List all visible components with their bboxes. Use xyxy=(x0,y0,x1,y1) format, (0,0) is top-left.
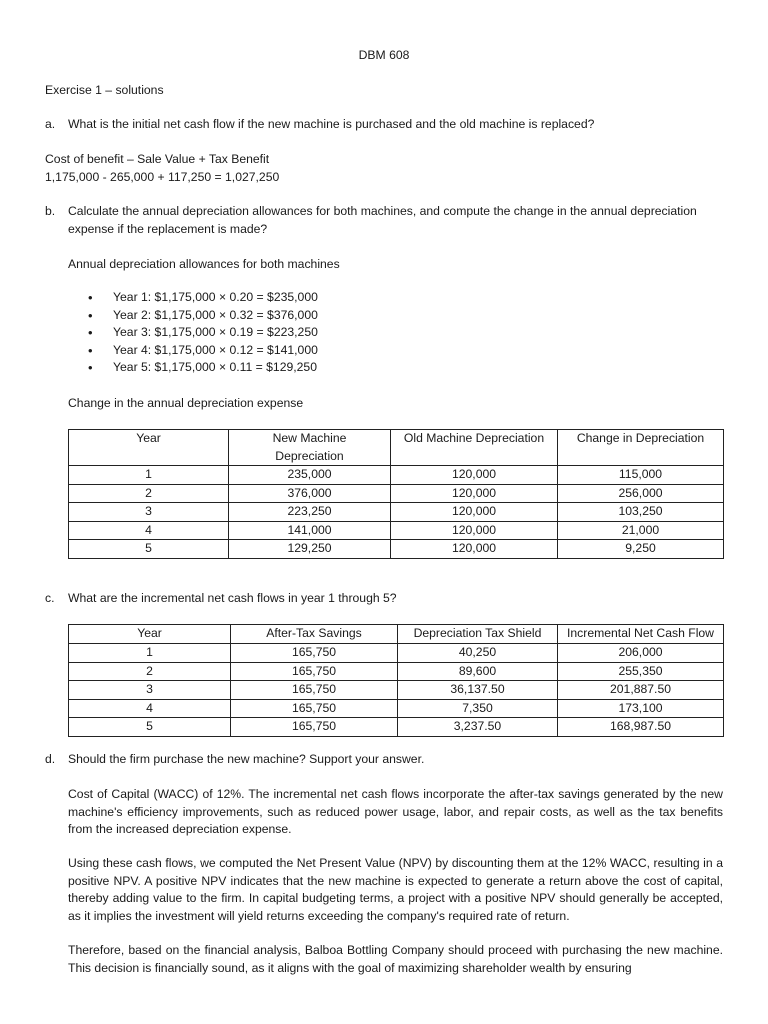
header-year: Year xyxy=(69,430,229,466)
table-row xyxy=(69,681,724,700)
header-incremental-net-cash-flow: Incremental Net Cash Flow xyxy=(558,625,724,644)
table-cell: 1 xyxy=(69,466,229,485)
header-old-machine-depreciation: Old Machine Depreciation xyxy=(391,430,558,466)
table-cell: 206,000 xyxy=(558,644,724,663)
table-row xyxy=(69,540,724,559)
bullet-item: • Year 5: $1,175,000 × 0.11 = $129,250 xyxy=(68,359,318,377)
depreciation-change-table xyxy=(68,429,724,559)
header-change-in-depreciation: Change in Depreciation xyxy=(558,430,724,466)
question-a xyxy=(0,116,768,134)
table-cell: 223,250 xyxy=(229,503,391,522)
table-cell: 21,000 xyxy=(558,521,724,540)
header-after-tax-savings: After-Tax Savings xyxy=(231,625,398,644)
table-cell: 5 xyxy=(69,540,229,559)
table-cell: 2 xyxy=(69,662,231,681)
table-cell: 3,237.50 xyxy=(398,718,558,737)
table-cell: 120,000 xyxy=(391,540,558,559)
table-cell: 141,000 xyxy=(229,521,391,540)
question-d xyxy=(0,751,768,769)
table-cell: 2 xyxy=(69,484,229,503)
table-cell: 165,750 xyxy=(231,662,398,681)
question-b xyxy=(0,203,768,239)
document-header: DBM 608 xyxy=(358,48,410,62)
question-a-text: What is the initial net cash flow if the new machine is purchased and the old machine is replaced? xyxy=(68,117,595,131)
table-row xyxy=(69,699,724,718)
formula-line: Cost of benefit – Sale Value + Tax Benefit xyxy=(45,152,270,166)
table-cell: 235,000 xyxy=(229,466,391,485)
question-c-label: c. xyxy=(45,591,55,605)
table-cell: 4 xyxy=(69,521,229,540)
table-row xyxy=(69,521,724,540)
table-cell: 201,887.50 xyxy=(558,681,724,700)
table-cell: 4 xyxy=(69,699,231,718)
incremental-cash-flow-table xyxy=(68,624,724,737)
question-c-text: What are the incremental net cash flows in year 1 through 5? xyxy=(68,591,397,605)
table-row xyxy=(69,718,724,737)
table-cell: 120,000 xyxy=(391,466,558,485)
table-cell: 3 xyxy=(69,681,231,700)
header-year: Year xyxy=(69,625,231,644)
table-cell: 165,750 xyxy=(231,681,398,700)
answer-paragraph-conclusion: Therefore, based on the financial analysis, Balboa Bottling Company should proceed with purchasing the new machine. This decision is financially sound, as it aligns with the goal of maximizing shareholder wealth by ensuring xyxy=(68,943,723,975)
table-cell: 120,000 xyxy=(391,521,558,540)
depreciation-bullet-list xyxy=(68,289,318,377)
question-c xyxy=(0,590,768,608)
exercise-title: Exercise 1 – solutions xyxy=(45,83,164,97)
table-cell: 256,000 xyxy=(558,484,724,503)
table-cell: 173,100 xyxy=(558,699,724,718)
table-row xyxy=(69,466,724,485)
answer-paragraph-npv: Using these cash flows, we computed the Net Present Value (NPV) by discounting them at the 12% WACC, resulting in a positive NPV. A positive NPV indicates that the new machine is expected to generate a return above the cost of capital, thereby adding value to the firm. In capital budgeting terms, a project with a positive NPV should generally be accepted, as it implies the investment will yield returns exceeding the company's required rate of return. xyxy=(68,856,723,923)
table-cell: 3 xyxy=(69,503,229,522)
table-row xyxy=(69,484,724,503)
table-cell: 120,000 xyxy=(391,484,558,503)
question-b-label: b. xyxy=(45,204,56,218)
bullet-item: • Year 4: $1,175,000 × 0.12 = $141,000 xyxy=(68,342,318,360)
computation-line: 1,175,000 - 265,000 + 117,250 = 1,027,250 xyxy=(45,170,280,184)
table-cell: 9,250 xyxy=(558,540,724,559)
table-cell: 36,137.50 xyxy=(398,681,558,700)
question-d-text: Should the firm purchase the new machine? Support your answer. xyxy=(68,752,425,766)
table-row xyxy=(69,503,724,522)
table-cell: 165,750 xyxy=(231,644,398,663)
table-cell: 40,250 xyxy=(398,644,558,663)
table-cell: 5 xyxy=(69,718,231,737)
bullet-item: • Year 1: $1,175,000 × 0.20 = $235,000 xyxy=(68,289,318,307)
table-cell: 165,750 xyxy=(231,718,398,737)
table-header-row xyxy=(69,625,724,644)
answer-paragraph-wacc: Cost of Capital (WACC) of 12%. The incremental net cash flows incorporate the after-tax savings generated by the new machine's efficiency improvements, such as reduced power usage, labor, and repair costs, as well as the tax benefits from the increased depreciation expense. xyxy=(68,787,723,836)
table-cell: 120,000 xyxy=(391,503,558,522)
table-row xyxy=(69,662,724,681)
header-new-machine-depreciation: New Machine Depreciation xyxy=(229,430,391,466)
header-depreciation-tax-shield: Depreciation Tax Shield xyxy=(398,625,558,644)
table-cell: 168,987.50 xyxy=(558,718,724,737)
table-cell: 376,000 xyxy=(229,484,391,503)
table-row xyxy=(69,644,724,663)
question-d-label: d. xyxy=(45,752,56,766)
table-cell: 129,250 xyxy=(229,540,391,559)
bullet-item: • Year 2: $1,175,000 × 0.32 = $376,000 xyxy=(68,307,318,325)
allowances-subheading: Annual depreciation allowances for both machines xyxy=(68,257,340,271)
table-header-row xyxy=(69,430,724,466)
table-cell: 255,350 xyxy=(558,662,724,681)
bullet-item: • Year 3: $1,175,000 × 0.19 = $223,250 xyxy=(68,324,318,342)
question-a-label: a. xyxy=(45,117,56,131)
question-b-text: Calculate the annual depreciation allowances for both machines, and compute the change in the annual depreciation expense if the replacement is made? xyxy=(68,204,697,236)
table-cell: 7,350 xyxy=(398,699,558,718)
table-cell: 115,000 xyxy=(558,466,724,485)
table-cell: 103,250 xyxy=(558,503,724,522)
change-subheading: Change in the annual depreciation expense xyxy=(68,396,304,410)
table-cell: 165,750 xyxy=(231,699,398,718)
table-cell: 1 xyxy=(69,644,231,663)
table-cell: 89,600 xyxy=(398,662,558,681)
